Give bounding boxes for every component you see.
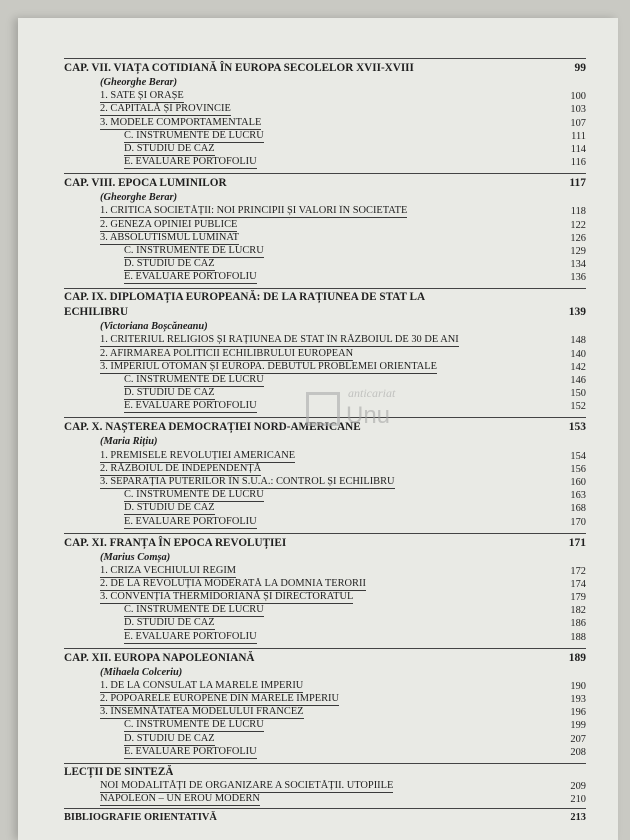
bibliography-title: BIBLIOGRAFIE ORIENTATIVĂ	[64, 812, 217, 824]
toc-entry-title: 2. POPOARELE EUROPENE DIN MARELE IMPERIU	[100, 693, 339, 704]
chapter-heading	[64, 417, 586, 435]
toc-entry	[64, 205, 586, 218]
author-name: (Gheorghe Berar)	[100, 77, 178, 88]
toc-entry-page: 163	[570, 490, 586, 502]
toc-entry-page: 129	[570, 245, 586, 257]
toc-entry-page: 182	[570, 605, 586, 617]
toc-entry-page: 207	[570, 733, 586, 745]
toc-entry-page: 116	[570, 157, 586, 169]
toc-entry-page: 196	[570, 707, 586, 719]
toc-entry-page: 152	[570, 401, 586, 413]
toc-entry	[64, 617, 586, 630]
toc-entry-page: 114	[570, 143, 586, 155]
toc-entry-title: E. EVALUARE PORTOFOLIU	[124, 745, 257, 757]
chapter-author	[64, 435, 586, 449]
chapter-heading	[64, 648, 586, 666]
toc-entry-title: D. STUDIU DE CAZ	[124, 617, 215, 629]
toc-entry-title: 3. SEPARAȚIA PUTERILOR ÎN S.U.A.: CONTROL ȘI ECHILIBRU	[100, 475, 395, 487]
author-name: (Victoriana Boșcăneanu)	[100, 321, 208, 333]
bibliography-page-number: 213	[570, 812, 586, 824]
chapter-page-number: 99	[574, 62, 586, 74]
toc-entry-title: 2. GENEZA OPINIEI PUBLICE	[100, 218, 238, 230]
toc-entry-title: 3. ABSOLUTISMUL LUMINAT	[100, 231, 240, 243]
toc-entry-page: 148	[570, 335, 586, 347]
toc-entry-page: 122	[570, 219, 586, 231]
watermark-big-text: Unu	[346, 402, 391, 429]
toc-entry	[64, 578, 586, 591]
toc-entry	[64, 604, 586, 617]
chapter-title: CAP. IX. DIPLOMAȚIA EUROPEANĂ: DE LA RAȚIUNEA DE STAT LA	[64, 291, 426, 304]
toc-entry-page: 188	[570, 631, 586, 643]
toc-entry-title: D. STUDIU DE CAZ	[124, 502, 215, 514]
toc-entry	[64, 232, 586, 245]
toc-entry-title: NAPOLEON – UN EROU MODERN	[100, 793, 260, 805]
chapter-page-number: 153	[568, 421, 586, 434]
chapter-title: CAP. XII. EUROPA NAPOLEONIANĂ	[64, 651, 255, 664]
toc-entry-page: 150	[570, 388, 586, 400]
toc-entry-page: 103	[570, 104, 586, 116]
toc-entry-title: C. INSTRUMENTE DE LUCRU	[124, 129, 264, 141]
chapter-heading	[64, 173, 586, 191]
toc-entry-page: 168	[570, 503, 586, 515]
toc-entry-title: 3. ÎNSEMNĂTATEA MODELULUI FRANCEZ	[100, 706, 304, 718]
toc-entry	[64, 706, 586, 719]
toc-entry-title: 3. CONVENȚIA THERMIDORIANĂ ȘI DIRECTORATUL	[100, 591, 354, 603]
toc-entry-title: D. STUDIU DE CAZ	[124, 387, 215, 399]
toc-entry	[64, 591, 586, 604]
toc-entry	[64, 258, 586, 271]
chapter-page-number: 189	[568, 651, 586, 664]
toc-entry-title: E. EVALUARE PORTOFOLIU	[124, 271, 257, 283]
toc-entry	[64, 334, 586, 347]
toc-entry-title: 1. PREMISELE REVOLUȚIEI AMERICANE	[100, 449, 296, 461]
toc-entry-title: 2. AFIRMAREA POLITICII ECHILIBRULUI EUROPEAN	[100, 347, 354, 359]
toc-entry-page: 160	[570, 476, 586, 488]
chapter-author	[64, 191, 586, 205]
toc-entry-page: 174	[570, 578, 586, 590]
toc-entry	[64, 732, 586, 745]
toc-entry-title: 1. CRITICA SOCIETĂȚII: NOI PRINCIPII ȘI VALORI ÎN SOCIETATE	[100, 205, 408, 217]
toc-entry-title: E. EVALUARE PORTOFOLIU	[124, 400, 257, 412]
chapter-heading	[64, 58, 586, 76]
toc-entry	[64, 719, 586, 732]
toc-entry	[64, 565, 586, 578]
watermark-top-text: anticariat	[348, 386, 396, 400]
toc-entry-page: 209	[570, 780, 586, 792]
book-page	[18, 18, 618, 840]
toc-entry-title: D. STUDIU DE CAZ	[124, 142, 215, 154]
chapter-heading	[64, 288, 586, 320]
toc-entry	[64, 793, 586, 806]
toc-entry-title: E. EVALUARE PORTOFOLIU	[124, 515, 257, 527]
toc-entry	[64, 130, 586, 143]
chapter-title-continued: ECHILIBRU	[64, 306, 129, 319]
chapter-title: CAP. VIII. EPOCA LUMINILOR	[64, 177, 227, 190]
chapter-author	[64, 76, 586, 90]
toc-entry-title: C. INSTRUMENTE DE LUCRU	[124, 374, 264, 385]
toc-entry	[64, 502, 586, 515]
toc-entry	[64, 245, 586, 258]
toc-entry-title: D. STUDIU DE CAZ	[124, 732, 215, 744]
chapter-author	[64, 320, 586, 334]
toc-entry	[64, 630, 586, 643]
toc-entry-title: C. INSTRUMENTE DE LUCRU	[124, 719, 264, 731]
toc-entry	[64, 780, 586, 793]
author-name: (Maria Rițiu)	[100, 436, 158, 448]
toc-entry-title: C. INSTRUMENTE DE LUCRU	[124, 604, 264, 616]
toc-entry	[64, 476, 586, 489]
toc-entry-page: 111	[571, 130, 586, 142]
toc-entry	[64, 463, 586, 476]
toc-entry	[64, 347, 586, 360]
toc-entry-page: 156	[570, 463, 586, 475]
toc-entry	[64, 515, 586, 528]
toc-entry	[64, 103, 586, 116]
toc-entry-page: 118	[570, 206, 586, 218]
synthesis-title: LECȚII DE SINTEZĂ	[64, 765, 174, 778]
toc-entry	[64, 143, 586, 156]
toc-entry-title: 1. CRIZA VECHIULUI REGIM	[100, 564, 237, 576]
toc-entry-page: 190	[570, 680, 586, 692]
toc-entry-page: 107	[570, 117, 586, 129]
toc-entry	[64, 693, 586, 706]
toc-entry-page: 179	[570, 592, 586, 604]
toc-entry-title: C. INSTRUMENTE DE LUCRU	[124, 489, 264, 501]
chapter-page-number: 139	[568, 306, 586, 319]
toc-entry	[64, 218, 586, 231]
author-name: (Mihaela Colceriu)	[100, 666, 183, 678]
toc-entry-page: 199	[570, 720, 586, 732]
toc-entry	[64, 90, 586, 103]
chapter-title: CAP. X. NAȘTEREA DEMOCRAȚIEI NORD-AMERICANE	[64, 421, 361, 434]
synthesis-heading	[64, 763, 586, 780]
toc-entry-page: 142	[570, 361, 586, 373]
chapter-author	[64, 551, 586, 565]
toc-entry	[64, 374, 586, 387]
toc-entry-page: 186	[570, 618, 586, 630]
toc-entry	[64, 361, 586, 374]
toc-entry-page: 210	[570, 794, 586, 806]
toc-entry-title: 2. CAPITALĂ ȘI PROVINCIE	[100, 103, 231, 115]
author-name: (Marius Comșa)	[100, 551, 171, 563]
toc-entry-page: 100	[570, 91, 586, 103]
chapter-page-number: 117	[569, 177, 586, 190]
toc-entry-page: 193	[570, 694, 586, 705]
toc-entry	[64, 116, 586, 129]
toc-entry	[64, 387, 586, 400]
toc-entry	[64, 489, 586, 502]
toc-entry	[64, 271, 586, 284]
table-of-contents	[64, 58, 586, 824]
toc-entry-title: E. EVALUARE PORTOFOLIU	[124, 630, 257, 642]
chapter-heading	[64, 533, 586, 551]
toc-entry-page: 140	[570, 348, 586, 360]
chapter-title: CAP. XI. FRANȚA ÎN EPOCA REVOLUȚIEI	[64, 536, 287, 549]
toc-entry-title: 1. DE LA CONSULAT LA MARELE IMPERIU	[100, 679, 304, 691]
toc-entry-title: 1. SATE ȘI ORAȘE	[100, 90, 184, 102]
chapter-title-line2-row	[64, 305, 586, 320]
toc-entry-page: 134	[570, 259, 586, 271]
chapter-author	[64, 666, 586, 680]
toc-entry	[64, 680, 586, 693]
author-name: (Gheorghe Berar)	[100, 192, 178, 204]
toc-entry-title: 2. DE LA REVOLUȚIA MODERATĂ LA DOMNIA TERORII	[100, 577, 366, 589]
toc-entry	[64, 449, 586, 462]
toc-entry-title: NOI MODALITĂȚI DE ORGANIZARE A SOCIETĂȚII. UTOPIILE	[100, 779, 394, 791]
toc-entry	[64, 156, 586, 169]
toc-entry-title: C. INSTRUMENTE DE LUCRU	[124, 244, 264, 256]
toc-entry	[64, 746, 586, 759]
bibliography-heading	[64, 808, 586, 824]
toc-entry-page: 136	[570, 272, 586, 284]
toc-entry	[64, 400, 586, 413]
toc-entry-page: 146	[570, 375, 586, 386]
toc-entry-page: 154	[570, 450, 586, 462]
toc-entry-page: 172	[570, 565, 586, 577]
toc-entry-page: 208	[570, 746, 586, 758]
toc-entry-title: 3. MODELE COMPORTAMENTALE	[100, 116, 262, 128]
toc-entry-page: 126	[570, 232, 586, 244]
chapter-page-number: 171	[568, 536, 586, 549]
toc-entry-title: 1. CRITERIUL RELIGIOS ȘI RAȚIUNEA DE STAT ÎN RĂZBOIUL DE 30 DE ANI	[100, 334, 459, 346]
toc-entry-title: 2. RĂZBOIUL DE INDEPENDENȚĂ	[100, 462, 262, 474]
chapter-title: CAP. VII. VIAȚA COTIDIANĂ ÎN EUROPA SECOLELOR XVII-XVIII	[64, 62, 414, 74]
toc-entry-page: 170	[570, 516, 586, 528]
toc-entry-title: D. STUDIU DE CAZ	[124, 258, 215, 270]
toc-entry-title: E. EVALUARE PORTOFOLIU	[124, 156, 257, 168]
toc-entry-title: 3. IMPERIUL OTOMAN ȘI EUROPA. DEBUTUL PROBLEMEI ORIENTALE	[100, 360, 437, 372]
